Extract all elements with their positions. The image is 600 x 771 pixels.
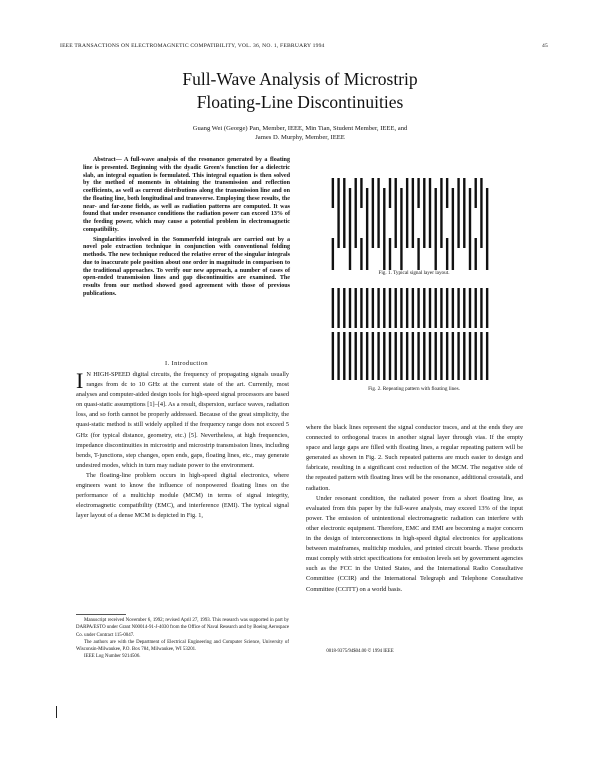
signal-trace xyxy=(360,288,362,328)
signal-trace xyxy=(452,288,454,328)
abstract xyxy=(83,157,290,299)
figure-2-caption: Fig. 2. Repeating pattern with floating lines. xyxy=(368,386,460,392)
signal-trace xyxy=(429,178,431,248)
footnotes xyxy=(76,617,289,661)
intro-paragraph-2: The floating-line problem occurs in high-speed digital electronics, where engineers want to know the influence of nonpowered floating lines on the performance of a multichip module (MCM) in terms of signal integrity, electromagnetic compatibility (EMC), and interference (EMI). The typical signal layer layout of a dense MCM is depicted in Fig. 1, xyxy=(76,471,289,520)
margin-mark xyxy=(56,706,57,718)
signal-trace xyxy=(463,288,465,328)
signal-trace xyxy=(440,332,442,380)
signal-trace xyxy=(377,288,379,328)
signal-trace xyxy=(400,288,402,328)
signal-trace xyxy=(469,188,471,270)
signal-trace xyxy=(480,178,482,248)
footnote-manuscript: Manuscript received November 6, 1992; revised April 27, 1993. This research was supported in part by DARPA/ESTO under Grant N00014-91-J-4030 from the Office of Naval Research and by Boeing Aerospace Co. under Contract 115-0047. xyxy=(76,618,290,638)
abstract-paragraph-2: Singularities involved in the Sommerfeld integrals are carried out by a novel pole extraction technique in conjunction with conventional folding methods. The new technique reduced the relative error of the singular integrals due to inaccurate pole position about one order in magnitude in comparison to the traditional approaches. To verify our new approach, a number of cases of open-ended transmission lines and gap discontinuities are examined. The results from our method showed good agreement with those of previous publications. xyxy=(83,236,290,297)
signal-trace xyxy=(457,178,459,248)
signal-trace xyxy=(332,332,334,380)
footnote-rule xyxy=(76,614,126,615)
signal-trace xyxy=(366,188,368,270)
footnote-log-number: IEEE Log Number 9214506. xyxy=(84,654,141,660)
signal-trace xyxy=(429,288,431,328)
signal-trace xyxy=(343,288,345,328)
signal-trace xyxy=(486,288,488,328)
title-line-1: Full-Wave Analysis of Microstrip xyxy=(182,69,418,89)
figure-1-caption: Fig. 1. Typical signal layer layout. xyxy=(378,270,450,276)
signal-trace xyxy=(475,178,477,208)
author-list xyxy=(70,124,530,142)
signal-trace xyxy=(452,332,454,380)
signal-trace xyxy=(435,288,437,328)
signal-trace xyxy=(377,332,379,380)
signal-trace xyxy=(480,288,482,328)
abstract-paragraph-1: Abstract— A full-wave analysis of the resonance generated by a floating line is presented. Beginning with the dyadic Green's function for a dielectric slab, an integral equation is formulated. This integral equation is then solved by the method of moments in obtaining the transmission and reflection coefficients, as well as current distributions along the transmission line and on the floating line, both longitudinal and transverse. Employing these results, the near- and far-zone fields, as well as radiation patterns are computed. It was found that under resonance conditions the radiation power can exceed 13% of the feeding power, which may cause a potential problem in electromagnetic compatibility. xyxy=(83,157,290,233)
signal-trace xyxy=(417,238,419,270)
journal-name: IEEE TRANSACTIONS ON ELECTROMAGNETIC COMPATIBILITY, VOL. 36, NO. 1, FEBRUARY 1994 xyxy=(60,43,325,49)
signal-trace xyxy=(366,288,368,328)
signal-trace xyxy=(389,332,391,380)
signal-trace xyxy=(475,332,477,380)
signal-trace xyxy=(469,288,471,328)
signal-trace xyxy=(337,178,339,248)
signal-trace xyxy=(446,178,448,208)
signal-trace xyxy=(486,332,488,380)
signal-trace xyxy=(332,238,334,270)
signal-trace xyxy=(372,288,374,328)
signal-trace xyxy=(469,332,471,380)
signal-trace xyxy=(343,178,345,248)
figure-1-signal-layout xyxy=(330,178,490,270)
signal-trace xyxy=(463,178,465,248)
signal-trace xyxy=(395,288,397,328)
signal-trace xyxy=(429,332,431,380)
drop-cap: I xyxy=(76,368,84,393)
signal-trace xyxy=(355,332,357,380)
signal-trace xyxy=(389,288,391,328)
signal-trace xyxy=(360,332,362,380)
signal-trace xyxy=(355,178,357,248)
signal-trace xyxy=(435,188,437,270)
signal-trace xyxy=(383,288,385,328)
signal-trace xyxy=(417,178,419,208)
signal-trace xyxy=(383,332,385,380)
signal-trace xyxy=(457,332,459,380)
signal-trace xyxy=(480,332,482,380)
signal-trace xyxy=(412,178,414,248)
introduction-body xyxy=(76,370,289,521)
signal-trace xyxy=(355,288,357,328)
signal-trace xyxy=(446,332,448,380)
signal-trace xyxy=(395,178,397,248)
figure-2-repeating-pattern xyxy=(330,288,490,380)
signal-trace xyxy=(389,238,391,270)
signal-trace xyxy=(360,178,362,208)
signal-trace xyxy=(446,288,448,328)
signal-trace xyxy=(412,332,414,380)
column-2-body xyxy=(306,423,523,595)
signal-trace xyxy=(452,188,454,270)
col2-paragraph-2: Under resonant condition, the radiated power from a short floating line, as evaluated from this paper by the full-wave analysis, may exceed 13% of the input power. The emission of unintentional electromagnetic radiation can interfere with other electronic equipment. Therefore, EMC and EMI are becoming a major concern in the design of interconnections in high-speed digital electronics for applications between mainframes, multichip modules, and printed circuit boards. These products must comply with strict specifications for emission levels set by government agencies such as the FCC in the United States, and the International Radio Consultative Committee (CCIR) and the International Telegraph and Telephone Consultative Committee (CCITT) on a world basis. xyxy=(306,494,523,593)
signal-trace xyxy=(486,188,488,270)
signal-trace xyxy=(349,288,351,328)
signal-trace xyxy=(417,288,419,328)
signal-trace xyxy=(406,288,408,328)
signal-trace xyxy=(360,238,362,270)
signal-trace xyxy=(423,288,425,328)
intro-paragraph-1-text: digital circuits, the frequency of propagating signals usually ranges from dc to 10 GHz at the current state of the art. Currently, most analyses and computer-aided design tools for high-speed signal processors are based on quasi-static assumptions [1]–[4]. As a result, dispersion, surface waves, radiation loss, and so forth cannot be properly addressed. Because of the great simplicity, the quasi-static method is still widely applied if the frequency range does not exceed 5 GHz (for typical distance, geometry, etc.) [5]. Nevertheless, at high frequencies, impedance discontinuities in microstrip and microstrip transmission lines, including bends, T-junctions, step changes, open ends, gaps, floating lines, etc., may generate undesired modes, which in turn may radiate power to the environment. xyxy=(76,371,289,469)
authors-line-1: Guang Wei (George) Pan, Member, IEEE, Min Tian, Student Member, IEEE, and xyxy=(192,125,408,132)
signal-trace xyxy=(377,178,379,248)
signal-trace xyxy=(349,188,351,270)
signal-trace xyxy=(332,178,334,208)
signal-trace xyxy=(389,178,391,208)
signal-trace xyxy=(400,188,402,270)
signal-trace xyxy=(332,288,334,328)
signal-trace xyxy=(337,288,339,328)
signal-trace xyxy=(440,288,442,328)
section-heading-introduction: I. Introduction xyxy=(165,360,208,367)
footnote-affiliation: The authors are with the Department of Electrical Engineering and Computer Science, University of Wisconsin-Milwaukee, P.O. Box 784, Milwaukee, WI 53201. xyxy=(76,639,289,653)
signal-trace xyxy=(372,332,374,380)
signal-trace xyxy=(343,332,345,380)
col2-paragraph-1: where the black lines represent the signal conductor traces, and at the ends they are connected to orthogonal traces in another signal layer through vias. If the empty space and large gaps are filled with floating lines, a regular repeating pattern will be generated as shown in Fig. 2. Such repeated patterns are much easier to design and fabricate, resulting in a significant cost reduction of the MCM. The negative side of the repeated pattern with floating lines will be the resonance, additional crosstalk, and radiation. xyxy=(306,424,523,492)
signal-trace xyxy=(475,238,477,270)
running-header xyxy=(60,43,548,49)
signal-trace xyxy=(412,288,414,328)
signal-trace xyxy=(435,332,437,380)
signal-trace xyxy=(457,288,459,328)
authors-line-2: James D. Murphy, Member, IEEE xyxy=(255,134,345,141)
signal-trace xyxy=(383,188,385,270)
signal-trace xyxy=(423,178,425,248)
intro-lead-words: N HIGH-SPEED xyxy=(86,371,131,378)
signal-trace xyxy=(406,178,408,248)
signal-trace xyxy=(337,332,339,380)
signal-trace xyxy=(400,332,402,380)
signal-trace xyxy=(366,332,368,380)
signal-trace xyxy=(423,332,425,380)
page-number: 45 xyxy=(542,43,548,49)
signal-trace xyxy=(446,238,448,270)
signal-trace xyxy=(475,288,477,328)
signal-trace xyxy=(406,332,408,380)
intro-paragraph-1 xyxy=(76,370,289,471)
signal-trace xyxy=(440,178,442,248)
copyright-code: 0018-9375/94$04.00 © 1994 IEEE xyxy=(326,649,394,654)
signal-trace xyxy=(463,332,465,380)
signal-trace xyxy=(395,332,397,380)
title-line-2: Floating-Line Discontinuities xyxy=(196,92,404,112)
signal-trace xyxy=(372,178,374,248)
signal-trace xyxy=(417,332,419,380)
signal-trace xyxy=(349,332,351,380)
paper-title xyxy=(0,68,600,114)
